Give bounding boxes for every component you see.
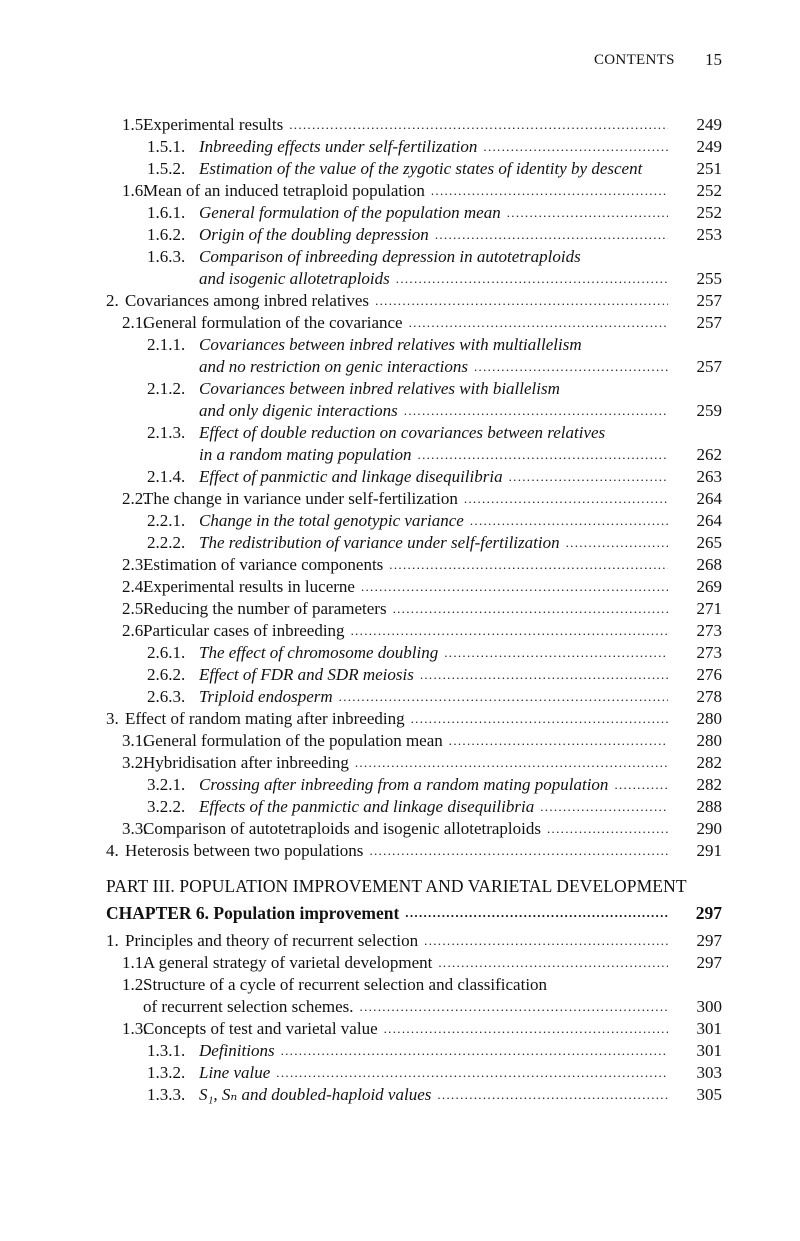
entry-title-line xyxy=(143,996,668,1018)
entry-title-line xyxy=(199,334,668,356)
entry-page: 257 xyxy=(696,291,722,310)
toc-entry xyxy=(106,598,722,620)
entry-title-line xyxy=(143,554,668,576)
toc-entry xyxy=(106,334,722,356)
toc-entry xyxy=(106,532,722,554)
entry-number: 2.6.2. xyxy=(147,665,186,684)
toc-entry xyxy=(106,114,722,136)
entry-number: 1. xyxy=(106,931,119,950)
dot-leader xyxy=(483,136,668,158)
entry-title-line xyxy=(199,246,668,268)
entry-page: 278 xyxy=(696,687,722,706)
toc-entry xyxy=(106,818,722,840)
entry-title: Experimental results in lucerne xyxy=(143,577,355,596)
entry-page: 264 xyxy=(696,511,722,530)
toc-entry xyxy=(106,1040,722,1062)
entry-title: and only digenic interactions xyxy=(199,401,398,420)
toc-entry xyxy=(106,752,722,774)
dot-leader xyxy=(547,818,668,840)
entry-title: Experimental results xyxy=(143,115,284,134)
entry-number: 2.1.4. xyxy=(147,467,186,486)
entry-title: Line value xyxy=(199,1063,271,1082)
dot-leader xyxy=(339,686,668,708)
entry-number: 2.4. xyxy=(122,577,148,596)
toc-entry xyxy=(106,312,722,334)
dot-leader xyxy=(474,356,668,378)
toc-entry xyxy=(106,796,722,818)
entry-page: 263 xyxy=(696,467,722,486)
entry-page: 301 xyxy=(696,1041,722,1060)
entry-number: 2.6.1. xyxy=(147,643,186,662)
entry-title-line xyxy=(125,290,668,312)
entry-title: Comparison of autotetraploids and isogenic allotetraploids xyxy=(143,819,541,838)
entry-title-line xyxy=(199,664,668,686)
toc-entry xyxy=(106,136,722,158)
entry-page: 282 xyxy=(696,753,722,772)
entry-page: 264 xyxy=(696,489,722,508)
entry-title-line xyxy=(143,488,668,510)
chapter-title: CHAPTER 6. Population improvement xyxy=(106,903,400,923)
entry-title-line xyxy=(143,598,668,620)
entry-number: 2.1.1. xyxy=(147,335,186,354)
entry-page: 276 xyxy=(696,665,722,684)
entry-title-line xyxy=(143,1018,668,1040)
entry-title: Covariances between inbred relatives with biallelism xyxy=(199,379,560,398)
entry-page: 265 xyxy=(696,533,722,552)
entry-title-line xyxy=(125,930,668,952)
toc-entry xyxy=(106,246,722,268)
entry-title-line xyxy=(199,510,668,532)
entry-title-line xyxy=(199,444,668,466)
dot-leader xyxy=(405,902,668,924)
toc-entry xyxy=(106,400,722,422)
entry-title-line xyxy=(199,774,668,796)
entry-title-line xyxy=(143,952,668,974)
toc-entry xyxy=(106,356,722,378)
entry-page: 300 xyxy=(696,997,722,1016)
entry-page: 269 xyxy=(696,577,722,596)
entry-title: and no restriction on genic interactions xyxy=(199,357,468,376)
entry-number: 1.6.2. xyxy=(147,225,186,244)
entry-title-line xyxy=(199,796,668,818)
dot-leader xyxy=(276,1062,668,1084)
entry-title: S₁, Sₙ and doubled-haploid values xyxy=(199,1085,432,1104)
entry-title-line xyxy=(199,642,668,664)
toc-entry xyxy=(106,930,722,952)
toc-entry xyxy=(106,180,722,202)
entry-page: 252 xyxy=(696,203,722,222)
entry-title: Covariances between inbred relatives with multiallelism xyxy=(199,335,582,354)
entry-page: 297 xyxy=(696,931,722,950)
entry-title: Concepts of test and varietal value xyxy=(143,1019,378,1038)
entry-title: Comparison of inbreeding depression in autotetraploids xyxy=(199,247,581,266)
part-heading: PART III. POPULATION IMPROVEMENT AND VARIETAL DEVELOPMENT xyxy=(106,876,687,896)
entry-title-line xyxy=(143,114,668,136)
entry-title-line xyxy=(199,532,668,554)
dot-leader xyxy=(289,114,668,136)
toc-entry xyxy=(106,686,722,708)
entry-title: Hybridisation after inbreeding xyxy=(143,753,349,772)
entry-title-line xyxy=(199,356,668,378)
toc-entry xyxy=(106,158,722,180)
entry-number: 1.3.3. xyxy=(147,1085,186,1104)
entry-number: 1.5.1. xyxy=(147,137,186,156)
dot-leader xyxy=(369,840,668,862)
toc-entry xyxy=(106,510,722,532)
entry-title-line xyxy=(199,136,668,158)
entry-page: 262 xyxy=(696,445,722,464)
entry-page: 290 xyxy=(696,819,722,838)
entry-number: 1.3.1. xyxy=(147,1041,186,1060)
toc-entry xyxy=(106,422,722,444)
entry-title: General formulation of the covariance xyxy=(143,313,403,332)
running-header xyxy=(560,50,722,74)
entry-title-line xyxy=(143,730,668,752)
entry-number: 1.6. xyxy=(122,181,148,200)
entry-number: 2.3. xyxy=(122,555,148,574)
entry-title: Effect of random mating after inbreeding xyxy=(125,709,405,728)
entry-number: 1.5. xyxy=(122,115,148,134)
dot-leader xyxy=(614,774,668,796)
entry-number: 1.1. xyxy=(122,953,148,972)
entry-title: Origin of the doubling depression xyxy=(199,225,429,244)
toc-entry xyxy=(106,378,722,400)
dot-leader xyxy=(384,1018,668,1040)
entry-title-line xyxy=(143,818,668,840)
entry-page: 288 xyxy=(696,797,722,816)
dot-leader xyxy=(409,312,668,334)
entry-title: Heterosis between two populations xyxy=(125,841,364,860)
entry-title: Estimation of the value of the zygotic states of identity by descent xyxy=(199,159,643,178)
toc-entry xyxy=(106,974,722,996)
dot-leader xyxy=(509,466,668,488)
dot-leader xyxy=(424,930,668,952)
entry-title: Effect of panmictic and linkage disequilibria xyxy=(199,467,503,486)
toc-entry xyxy=(106,268,722,290)
dot-leader xyxy=(393,598,668,620)
entry-title: Mean of an induced tetraploid population xyxy=(143,181,425,200)
entry-title: of recurrent selection schemes. xyxy=(143,997,354,1016)
entry-number: 2.2. xyxy=(122,489,148,508)
entry-title: Covariances among inbred relatives xyxy=(125,291,370,310)
entry-page: 291 xyxy=(696,841,722,860)
entry-page: 257 xyxy=(696,357,722,376)
dot-leader xyxy=(281,1040,668,1062)
entry-page: 253 xyxy=(696,225,722,244)
entry-title-line xyxy=(199,158,668,180)
dot-leader xyxy=(351,620,668,642)
toc-entry xyxy=(106,774,722,796)
entry-title-line xyxy=(199,400,668,422)
toc-entry xyxy=(106,488,722,510)
entry-number: 2.1.3. xyxy=(147,423,186,442)
entry-number: 3.2. xyxy=(122,753,148,772)
dot-leader xyxy=(418,444,668,466)
entry-page: 273 xyxy=(696,643,722,662)
entry-page: 268 xyxy=(696,555,722,574)
entry-number: 2.5. xyxy=(122,599,148,618)
entry-number: 1.2. xyxy=(122,975,148,994)
dot-leader xyxy=(470,510,668,532)
entry-title-line xyxy=(199,1040,668,1062)
entry-title: Particular cases of inbreeding xyxy=(143,621,345,640)
entry-title-line xyxy=(125,708,668,730)
entry-number: 3.2.1. xyxy=(147,775,186,794)
entry-page: 273 xyxy=(696,621,722,640)
dot-leader xyxy=(361,576,668,598)
entry-page: 259 xyxy=(696,401,722,420)
dot-leader xyxy=(444,642,668,664)
dot-leader xyxy=(540,796,668,818)
dot-leader xyxy=(435,224,668,246)
running-header-title: CONTENTS xyxy=(594,52,675,68)
toc-entry xyxy=(106,642,722,664)
entry-title-line xyxy=(199,378,668,400)
toc-entry xyxy=(106,664,722,686)
toc-entry xyxy=(106,730,722,752)
entry-title-line xyxy=(143,180,668,202)
entry-number: 3. xyxy=(106,709,119,728)
chapter-page: 297 xyxy=(695,903,722,923)
entry-page: 280 xyxy=(696,709,722,728)
entry-number: 2.1. xyxy=(122,313,148,332)
entry-title: Inbreeding effects under self-fertilization xyxy=(199,137,478,156)
toc-entry xyxy=(106,840,722,862)
page-number: 15 xyxy=(705,50,722,69)
entry-title-line xyxy=(199,466,668,488)
entry-number: 2. xyxy=(106,291,119,310)
entry-title-line xyxy=(143,620,668,642)
entry-number: 2.6. xyxy=(122,621,148,640)
entry-title-line xyxy=(125,840,668,862)
entry-page: 303 xyxy=(696,1063,722,1082)
chapter-entry xyxy=(106,902,722,924)
entry-number: 1.6.1. xyxy=(147,203,186,222)
entry-title-line xyxy=(199,202,668,224)
entry-title: and isogenic allotetraploids xyxy=(199,269,390,288)
entry-title-line xyxy=(199,1062,668,1084)
dot-leader xyxy=(437,1084,668,1106)
dot-leader xyxy=(411,708,668,730)
toc-section-chapter-6 xyxy=(106,930,722,1106)
entry-title: The effect of chromosome doubling xyxy=(199,643,439,662)
toc-entry xyxy=(106,466,722,488)
entry-title-line xyxy=(199,1084,668,1106)
entry-title: Crossing after inbreeding from a random mating population xyxy=(199,775,609,794)
entry-title-line xyxy=(143,752,668,774)
toc-entry xyxy=(106,202,722,224)
toc-entry xyxy=(106,708,722,730)
entry-page: 249 xyxy=(696,115,722,134)
entry-title: Definitions xyxy=(199,1041,275,1060)
entry-title: General formulation of the population mean xyxy=(199,203,501,222)
dot-leader xyxy=(438,952,668,974)
entry-title-line xyxy=(199,268,668,290)
entry-title: Effect of double reduction on covariances between relatives xyxy=(199,423,606,442)
entry-title-line xyxy=(143,974,668,996)
toc-entry xyxy=(106,444,722,466)
entry-number: 4. xyxy=(106,841,119,860)
entry-page: 271 xyxy=(696,599,722,618)
entry-page: 251 xyxy=(696,159,722,178)
entry-page: 257 xyxy=(696,313,722,332)
dot-leader xyxy=(507,202,668,224)
entry-number: 1.3. xyxy=(122,1019,148,1038)
toc-entry xyxy=(106,952,722,974)
entry-number: 1.5.2. xyxy=(147,159,186,178)
entry-title: Effects of the panmictic and linkage disequilibria xyxy=(199,797,535,816)
entry-title: Estimation of variance components xyxy=(143,555,384,574)
toc-entry xyxy=(106,620,722,642)
dot-leader xyxy=(360,996,668,1018)
entry-number: 2.2.1. xyxy=(147,511,186,530)
toc-entry xyxy=(106,224,722,246)
dot-leader xyxy=(420,664,668,686)
entry-title-line xyxy=(199,686,668,708)
toc-entry xyxy=(106,290,722,312)
entry-title-line xyxy=(199,422,668,444)
entry-page: 252 xyxy=(696,181,722,200)
toc-entry xyxy=(106,554,722,576)
entry-page: 301 xyxy=(696,1019,722,1038)
dot-leader xyxy=(464,488,668,510)
entry-number: 3.1. xyxy=(122,731,148,750)
toc-entry xyxy=(106,1062,722,1084)
entry-title-line xyxy=(143,576,668,598)
entry-title: General formulation of the population mean xyxy=(143,731,443,750)
entry-title-line xyxy=(199,224,668,246)
dot-leader xyxy=(566,532,668,554)
toc-entry xyxy=(106,576,722,598)
table-of-contents xyxy=(106,114,722,1106)
entry-number: 2.2.2. xyxy=(147,533,186,552)
entry-page: 249 xyxy=(696,137,722,156)
entry-number: 1.6.3. xyxy=(147,247,186,266)
entry-title: Triploid endosperm xyxy=(199,687,333,706)
entry-number: 2.6.3. xyxy=(147,687,186,706)
entry-page: 255 xyxy=(696,269,722,288)
entry-number: 3.2.2. xyxy=(147,797,186,816)
entry-page: 305 xyxy=(696,1085,722,1104)
dot-leader xyxy=(396,268,668,290)
entry-title: in a random mating population xyxy=(199,445,412,464)
entry-title: A general strategy of varietal development xyxy=(143,953,433,972)
entry-title: Structure of a cycle of recurrent selection and classification xyxy=(143,975,548,994)
dot-leader xyxy=(389,554,668,576)
entry-page: 280 xyxy=(696,731,722,750)
entry-title: Principles and theory of recurrent selection xyxy=(125,931,419,950)
dot-leader xyxy=(404,400,668,422)
entry-title: Reducing the number of parameters xyxy=(143,599,387,618)
entry-title: The redistribution of variance under self-fertilization xyxy=(199,533,560,552)
entry-title: The change in variance under self-fertilization xyxy=(143,489,458,508)
dot-leader xyxy=(355,752,668,774)
toc-entry xyxy=(106,996,722,1018)
entry-title: Change in the total genotypic variance xyxy=(199,511,464,530)
entry-page: 297 xyxy=(696,953,722,972)
dot-leader xyxy=(431,180,668,202)
dot-leader xyxy=(449,730,668,752)
entry-number: 1.3.2. xyxy=(147,1063,186,1082)
entry-title: Effect of FDR and SDR meiosis xyxy=(199,665,414,684)
toc-entry xyxy=(106,1018,722,1040)
entry-page: 282 xyxy=(696,775,722,794)
toc-section-part-ii xyxy=(106,114,722,862)
entry-title-line xyxy=(143,312,668,334)
entry-number: 2.1.2. xyxy=(147,379,186,398)
dot-leader xyxy=(375,290,668,312)
entry-number: 3.3. xyxy=(122,819,148,838)
toc-entry xyxy=(106,1084,722,1106)
